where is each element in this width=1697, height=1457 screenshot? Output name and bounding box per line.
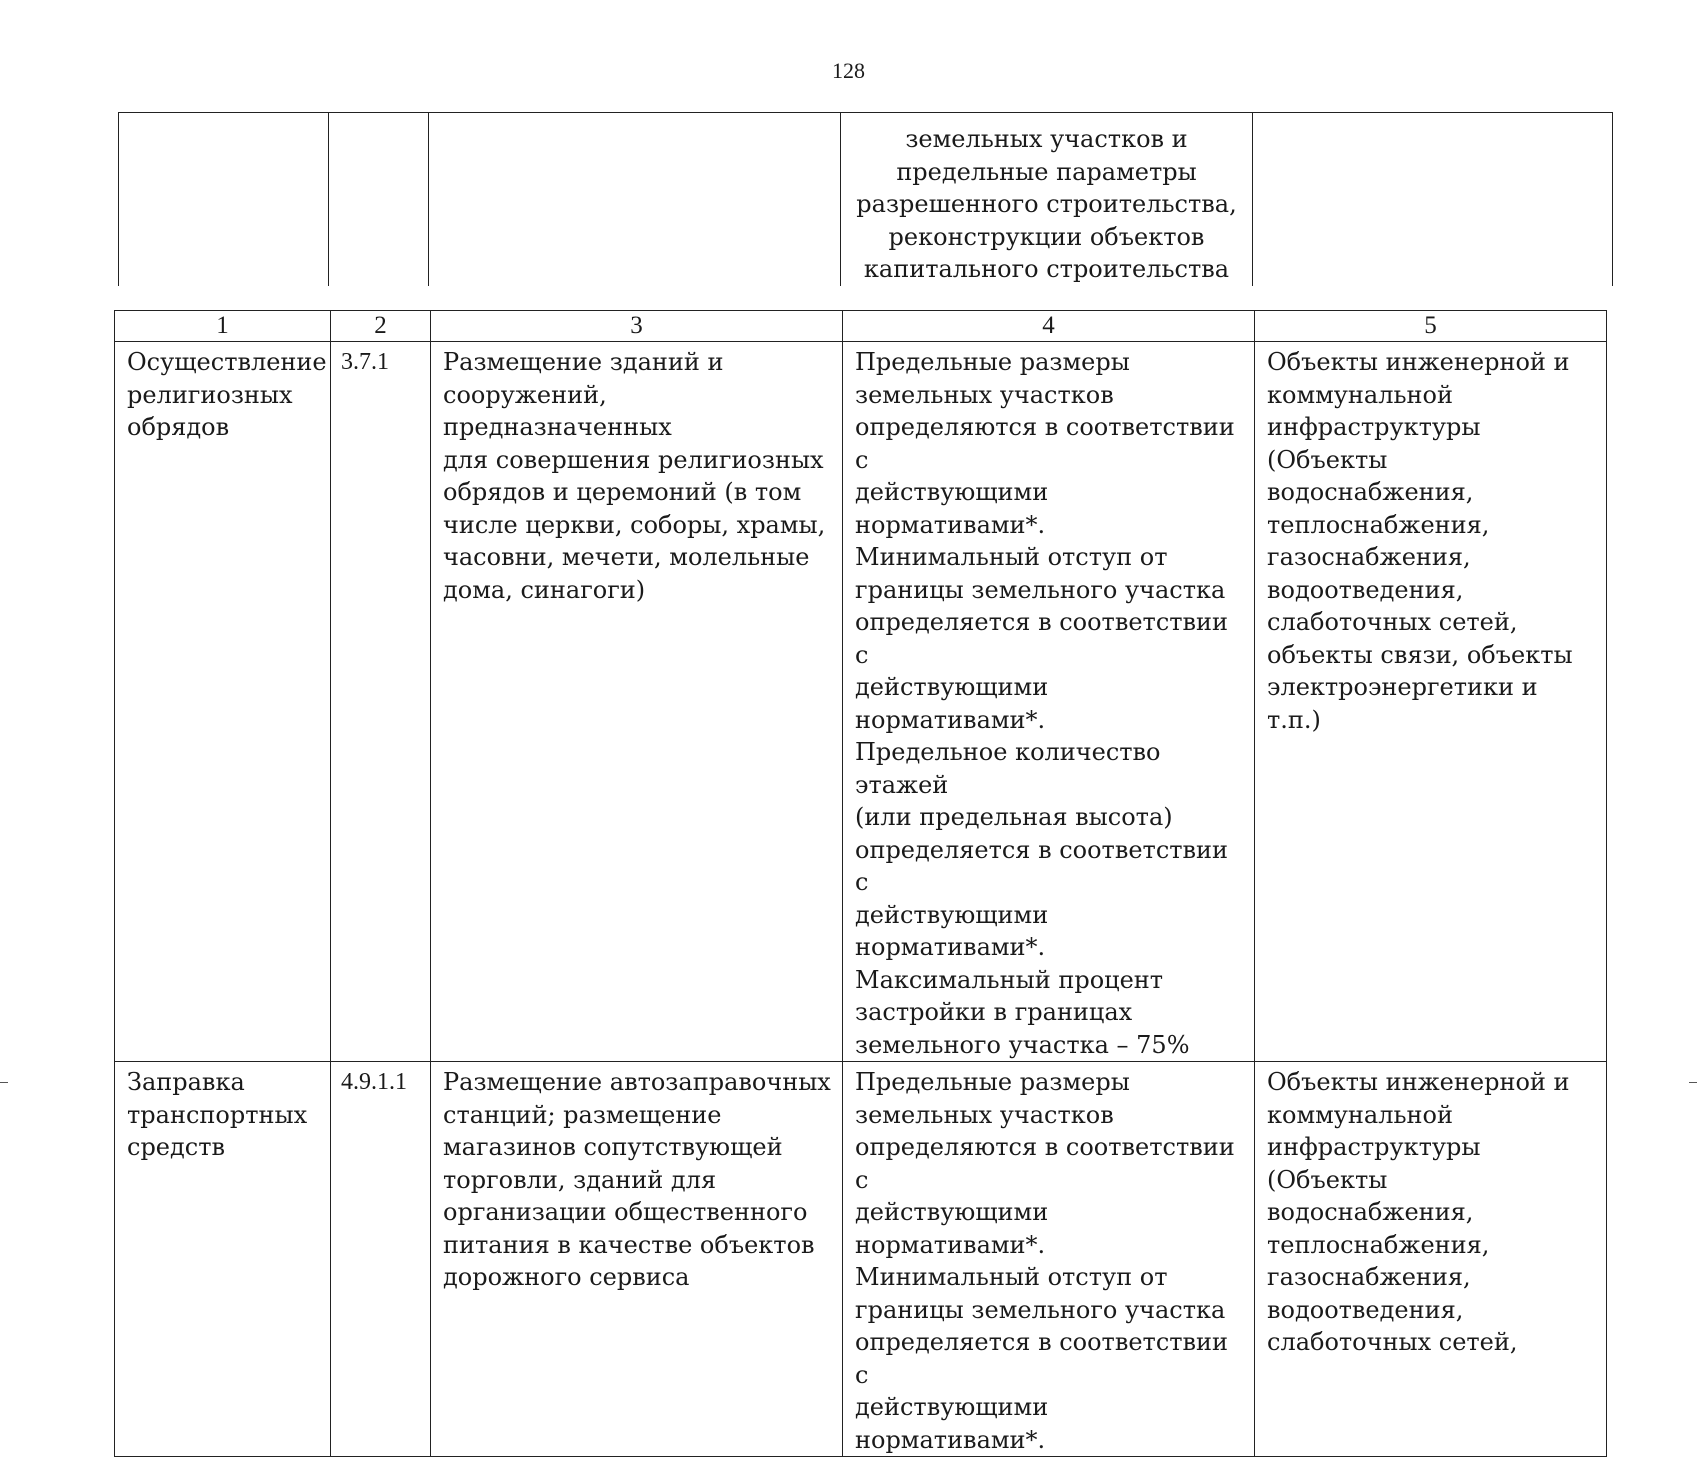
table-row	[115, 342, 1607, 1062]
continuation-cell-5	[1253, 113, 1613, 286]
zoning-table	[114, 310, 1607, 1457]
continuation-cell-1	[119, 113, 329, 286]
land-use-description-cell	[431, 342, 843, 1062]
land-use-code: 4.9.1.1	[341, 1069, 407, 1095]
land-use-code: 3.7.1	[341, 349, 389, 375]
continuation-cell-3	[429, 113, 841, 286]
land-use-name-cell	[115, 1062, 331, 1457]
column-header-5: 5	[1255, 311, 1607, 342]
continuation-row	[119, 113, 1613, 286]
land-use-name-cell	[115, 342, 331, 1062]
column-header-2: 2	[331, 311, 431, 342]
continuation-cell-2	[329, 113, 429, 286]
land-use-code-cell	[331, 342, 431, 1062]
page-number: 128	[832, 58, 865, 83]
table-header-row	[115, 311, 1607, 342]
land-use-parameters: Предельные размеры земельных участков определяются в соответствии с действующими нормативами*. Минимальный отступ от границы земельного участка определяется в соответствии с действующими нормативами*.	[855, 1068, 1235, 1454]
land-use-parameters-cell	[843, 1062, 1255, 1457]
land-use-description-cell	[431, 1062, 843, 1457]
auxiliary-uses: Объекты инженерной и коммунальной инфраструктуры (Объекты водоснабжения, теплоснабжения, газоснабжения, водоотведения, слаботочных сетей,	[1267, 1068, 1570, 1356]
table-row	[115, 1062, 1607, 1457]
land-use-name: Заправка транспортных средств	[127, 1068, 308, 1161]
column-header-4: 4	[843, 311, 1255, 342]
land-use-description: Размещение зданий и сооружений, предназначенных для совершения религиозных обрядов и церемоний (в том числе церкви, соборы, храмы, часовни, мечети, молельные дома, синагоги)	[443, 348, 826, 604]
auxiliary-uses: Объекты инженерной и коммунальной инфраструктуры (Объекты водоснабжения, теплоснабжения, газоснабжения, водоотведения, слаботочных сетей, объекты связи, объекты электроэнергетики и т.п.)	[1267, 348, 1573, 734]
column-header-3: 3	[431, 311, 843, 342]
land-use-parameters-cell	[843, 342, 1255, 1062]
land-use-name: Осуществление религиозных обрядов	[127, 348, 327, 441]
column-header-1: 1	[115, 311, 331, 342]
left-edge-mark	[0, 1082, 8, 1083]
auxiliary-uses-cell	[1255, 1062, 1607, 1457]
right-edge-mark	[1689, 1082, 1697, 1083]
land-use-code-cell	[331, 1062, 431, 1457]
land-use-parameters: Предельные размеры земельных участков определяются в соответствии с действующими нормативами*. Минимальный отступ от границы земельного участка определяется в соответствии с действующими нормативами*. Предельное количество этажей (или предельная высота) определяется в соответствии с действующими нормативами*. Максимальный процент застройки в границах земельного участка – 75%	[855, 348, 1235, 1059]
land-use-description: Размещение автозаправочных станций; размещение магазинов сопутствующей торговли, зданий для организации общественного питания в качестве объектов дорожного сервиса	[443, 1068, 831, 1291]
continuation-cell-4	[841, 113, 1253, 286]
auxiliary-uses-cell	[1255, 342, 1607, 1062]
continuation-table	[118, 112, 1613, 286]
continuation-parameters-text: земельных участков и предельные параметры разрешенного строительства, реконструкции объектов капитального строительства	[856, 125, 1237, 283]
